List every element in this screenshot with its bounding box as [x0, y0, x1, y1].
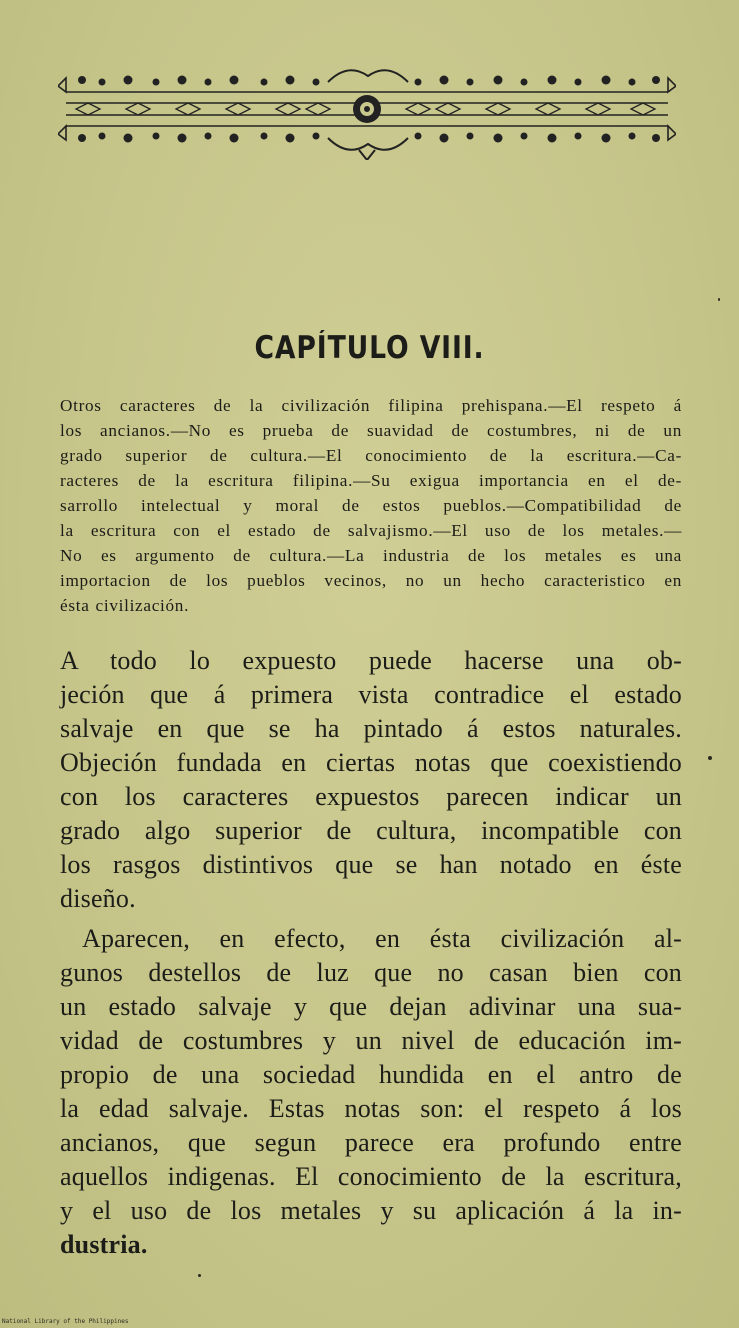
text-line: un estado salvaje y que dejan adivinar una sua-	[60, 992, 682, 1021]
text-line: y el uso de los metales y su aplicación á la in-	[60, 1196, 682, 1225]
chapter-title: CAPÍTULO VIII.	[254, 330, 485, 366]
ink-speck	[708, 756, 712, 760]
text-line: diseño.	[60, 884, 136, 913]
text-line: salvaje en que se ha pintado á estos naturales.	[60, 714, 682, 743]
ink-speck	[198, 1274, 201, 1277]
text-line: ancianos, que segun parece era profundo entre	[60, 1128, 682, 1157]
text-line: Objeción fundada en ciertas notas que coexistiendo	[60, 748, 682, 777]
paragraph-1	[60, 644, 682, 916]
chapter-summary	[60, 393, 682, 618]
decorative-header-ornament	[58, 62, 676, 160]
body-text	[60, 644, 682, 1262]
text-line: jeción que á primera vista contradice el estado	[60, 680, 682, 709]
summary-line: importacion de los pueblos vecinos, no un hecho caracteristico en	[60, 571, 682, 590]
text-line: los rasgos distintivos que se han notado en éste	[60, 850, 682, 879]
summary-line: ésta civilización.	[60, 596, 190, 615]
summary-line: racteres de la escritura filipina.—Su exigua importancia en el de-	[60, 471, 682, 490]
text-line: vidad de costumbres y un nivel de educación im-	[60, 1026, 682, 1055]
text-line: grado algo superior de cultura, incompatible con	[60, 816, 682, 845]
summary-line: sarrollo intelectual y moral de estos pueblos.—Compatibilidad de	[60, 496, 682, 515]
text-line: Aparecen, en efecto, en ésta civilización al-	[82, 924, 682, 953]
text-line: A todo lo expuesto puede hacerse una ob-	[60, 646, 682, 675]
text-line: dustria.	[60, 1230, 148, 1259]
summary-line: Otros caracteres de la civilización filipina prehispana.—El respeto á	[60, 396, 682, 415]
text-line: gunos destellos de luz que no casan bien con	[60, 958, 682, 987]
text-line: propio de una sociedad hundida en el antro de	[60, 1060, 682, 1089]
text-line: aquellos indigenas. El conocimiento de la escritura,	[60, 1162, 682, 1191]
summary-line: la escritura con el estado de salvajismo.—El uso de los metales.—	[60, 521, 682, 540]
summary-line: los ancianos.—No es prueba de suavidad de costumbres, ni de un	[60, 421, 682, 440]
text-line: la edad salvaje. Estas notas son: el respeto á los	[60, 1094, 682, 1123]
paragraph-2	[60, 922, 682, 1262]
summary-line: No es argumento de cultura.—La industria de los metales es una	[60, 546, 682, 565]
ink-speck	[718, 298, 720, 301]
text-line: con los caracteres expuestos parecen indicar un	[60, 782, 682, 811]
summary-line: grado superior de cultura.—El conocimiento de la escritura.—Ca-	[60, 446, 682, 465]
library-credit: National Library of the Philippines	[2, 1318, 129, 1325]
